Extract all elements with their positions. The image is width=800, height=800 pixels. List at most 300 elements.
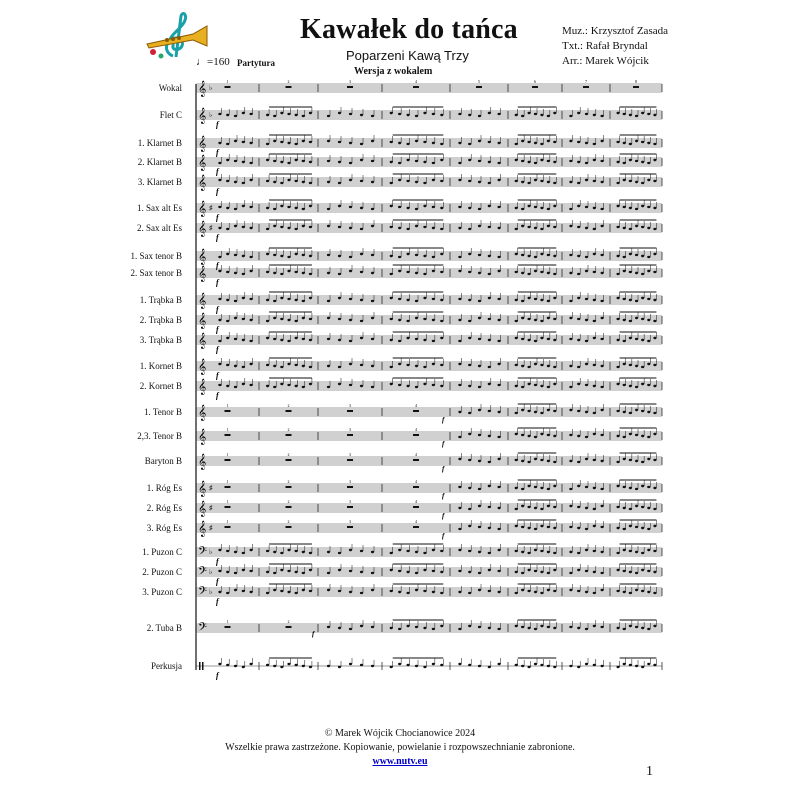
note-head <box>653 664 656 666</box>
note-head <box>527 226 530 228</box>
note-head <box>432 549 435 551</box>
note-head <box>585 179 588 181</box>
note-head <box>488 273 491 275</box>
note-head <box>458 549 461 551</box>
note-head <box>295 664 298 666</box>
note-head <box>458 363 461 365</box>
note-head <box>623 628 626 630</box>
note-head <box>601 460 604 462</box>
note-head <box>585 142 588 144</box>
note-head <box>280 182 283 184</box>
note-head <box>295 299 298 301</box>
note-head <box>266 299 269 301</box>
note-head <box>415 225 418 227</box>
key-signature: ♭ <box>209 588 213 596</box>
note-head <box>478 589 481 591</box>
note-head <box>488 318 491 320</box>
measure-number: 3 <box>349 403 351 408</box>
note-head <box>478 572 481 574</box>
measure-rest <box>347 410 353 412</box>
note-head <box>390 141 393 143</box>
note-head <box>653 320 656 322</box>
note-head <box>540 459 543 461</box>
staff-row <box>147 519 662 540</box>
measure-rest <box>225 434 231 436</box>
note-head <box>653 525 656 527</box>
note-head <box>515 592 518 594</box>
note-head <box>553 527 556 529</box>
measure-number: 1 <box>226 619 229 624</box>
note-head <box>527 366 530 368</box>
measure-rest <box>347 486 353 488</box>
note-head <box>349 113 352 115</box>
note-head <box>406 385 409 387</box>
note-head <box>338 339 341 341</box>
note-head <box>280 366 283 368</box>
note-head <box>468 664 471 666</box>
note-head <box>569 626 572 628</box>
note-head <box>653 253 656 255</box>
note-head <box>498 570 501 572</box>
percussion-clef <box>199 662 201 670</box>
measure-rest <box>225 410 231 412</box>
note-head <box>601 254 604 256</box>
note-head <box>534 319 537 321</box>
note-head <box>266 592 269 594</box>
note-head <box>498 628 501 630</box>
note-head <box>398 570 401 572</box>
note-head <box>302 551 305 553</box>
note-head <box>521 626 524 628</box>
note-head <box>360 320 363 322</box>
note-head <box>415 626 418 628</box>
note-head <box>226 207 229 209</box>
note-head <box>569 338 572 340</box>
note-head <box>440 271 443 273</box>
note-head <box>398 256 401 258</box>
note-head <box>273 140 276 142</box>
instrument-name: 2. Klarnet B <box>137 157 182 167</box>
note-head <box>440 385 443 387</box>
note-head <box>601 272 604 274</box>
note-head <box>629 412 632 414</box>
note-head <box>234 208 237 210</box>
note-head <box>553 627 556 629</box>
measure-number: 4 <box>415 519 417 524</box>
note-head <box>527 627 530 629</box>
note-head <box>360 385 363 387</box>
note-head <box>553 666 556 668</box>
note-head <box>242 339 245 341</box>
note-head <box>415 572 418 574</box>
note-head <box>478 488 481 490</box>
note-head <box>647 436 650 438</box>
note-head <box>629 433 632 435</box>
instrument-name: 3. Trąbka B <box>139 335 182 345</box>
note-head <box>406 550 409 552</box>
note-head <box>423 569 426 571</box>
note-head <box>553 182 556 184</box>
note-head <box>273 589 276 591</box>
note-head <box>569 115 572 117</box>
note-head <box>440 664 443 666</box>
note-head <box>423 141 426 143</box>
note-head <box>629 385 632 387</box>
key-signature: ♭ <box>209 568 213 576</box>
note-head <box>371 225 374 227</box>
note-head <box>360 592 363 594</box>
note-head <box>623 340 626 342</box>
note-head <box>641 485 644 487</box>
note-head <box>287 319 290 321</box>
measure-rest <box>225 526 231 528</box>
note-head <box>577 569 580 571</box>
note-head <box>415 115 418 117</box>
note-head <box>515 364 518 366</box>
note-head <box>309 255 312 257</box>
measure-number: 4 <box>415 403 417 408</box>
note-head <box>226 271 229 273</box>
note-head <box>390 273 393 275</box>
note-head <box>234 140 237 142</box>
note-head <box>653 228 656 230</box>
note-head <box>585 591 588 593</box>
note-head <box>360 253 363 255</box>
note-head <box>398 363 401 365</box>
note-head <box>593 299 596 301</box>
treble-clef: 𝄞 <box>198 359 207 375</box>
note-head <box>432 162 435 164</box>
note-head <box>234 665 237 667</box>
note-head <box>287 162 290 164</box>
note-head <box>398 591 401 593</box>
note-head <box>635 665 638 667</box>
note-head <box>280 273 283 275</box>
instrument-name: 2. Puzon C <box>142 567 182 577</box>
note-head <box>327 208 330 210</box>
note-head <box>629 459 632 461</box>
treble-clef: 𝄞 <box>198 333 207 349</box>
note-head <box>250 549 253 551</box>
measure-rest <box>347 526 353 528</box>
note-head <box>432 340 435 342</box>
note-head <box>423 552 426 554</box>
note-head <box>577 590 580 592</box>
note-head <box>641 339 644 341</box>
note-head <box>521 488 524 490</box>
note-head <box>302 386 305 388</box>
measure-rest <box>286 86 292 88</box>
treble-clef: 𝄞 <box>198 155 207 171</box>
note-head <box>593 159 596 161</box>
note-head <box>569 225 572 227</box>
instrument-name: Perkusja <box>151 661 182 671</box>
measure-rest <box>413 434 419 436</box>
note-head <box>577 383 580 385</box>
note-head <box>309 590 312 592</box>
note-head <box>295 385 298 387</box>
note-head <box>647 528 650 530</box>
staff-row <box>140 358 662 380</box>
note-head <box>242 318 245 320</box>
note-head <box>398 628 401 630</box>
note-head <box>601 665 604 667</box>
instrument-name: 2. Trąbka B <box>139 315 182 325</box>
note-head <box>226 364 229 366</box>
note-head <box>498 270 501 272</box>
note-head <box>547 589 550 591</box>
note-head <box>629 364 632 366</box>
note-head <box>653 114 656 116</box>
note-head <box>553 161 556 163</box>
note-head <box>647 206 650 208</box>
measure-number: 1 <box>226 79 229 84</box>
treble-clef: 𝄞 <box>198 108 207 124</box>
note-head <box>527 205 530 207</box>
note-head <box>234 317 237 319</box>
note-head <box>534 570 537 572</box>
note-head <box>266 571 269 573</box>
note-head <box>623 206 626 208</box>
note-head <box>327 626 330 628</box>
note-head <box>593 143 596 145</box>
note-head <box>629 508 632 510</box>
note-head <box>547 225 550 227</box>
note-head <box>577 297 580 299</box>
note-head <box>349 142 352 144</box>
note-head <box>534 507 537 509</box>
note-head <box>540 385 543 387</box>
note-head <box>327 551 330 553</box>
note-head <box>623 227 626 229</box>
note-head <box>629 664 632 666</box>
note-head <box>458 256 461 258</box>
staff-row <box>137 220 662 242</box>
measure-rest <box>286 486 292 488</box>
note-head <box>515 253 518 255</box>
note-head <box>415 665 418 667</box>
note-head <box>527 485 530 487</box>
note-head <box>390 590 393 592</box>
instrument-name: 1. Róg Es <box>146 483 182 493</box>
note-head <box>458 162 461 164</box>
note-head <box>488 182 491 184</box>
note-head <box>498 179 501 181</box>
note-head <box>585 162 588 164</box>
note-head <box>498 528 501 530</box>
note-head <box>534 206 537 208</box>
note-head <box>547 551 550 553</box>
note-head <box>226 228 229 230</box>
measure-rest <box>225 506 231 508</box>
note-head <box>527 182 530 184</box>
measure-number: 3 <box>349 519 351 524</box>
note-head <box>515 114 518 116</box>
note-head <box>360 664 363 666</box>
note-head <box>287 270 290 272</box>
note-head <box>593 207 596 209</box>
note-head <box>585 113 588 115</box>
note-head <box>440 625 443 627</box>
note-head <box>647 591 650 593</box>
note-head <box>273 572 276 574</box>
note-head <box>250 206 253 208</box>
note-head <box>327 665 330 667</box>
staff-row <box>140 312 662 334</box>
note-head <box>498 486 501 488</box>
note-head <box>585 319 588 321</box>
note-head <box>601 572 604 574</box>
note-head <box>242 255 245 257</box>
measure-number: 2 <box>287 619 290 624</box>
dynamic-mark: f <box>216 671 219 680</box>
note-head <box>585 528 588 530</box>
note-head <box>521 140 524 142</box>
note-head <box>406 625 409 627</box>
dynamic-mark: f <box>442 465 445 473</box>
note-head <box>515 459 518 461</box>
note-head <box>432 256 435 258</box>
note-head <box>287 227 290 229</box>
note-head <box>415 551 418 553</box>
note-head <box>629 299 632 301</box>
note-head <box>635 589 638 591</box>
note-head <box>250 162 253 164</box>
note-head <box>569 526 572 528</box>
note-head <box>553 318 556 320</box>
note-head <box>250 591 253 593</box>
note-head <box>349 179 352 181</box>
note-head <box>309 569 312 571</box>
dynamic-mark: f <box>216 148 219 157</box>
note-head <box>616 112 619 114</box>
note-head <box>616 527 619 529</box>
note-head <box>287 591 290 593</box>
dynamic-mark: f <box>216 577 219 586</box>
note-head <box>349 663 352 665</box>
note-head <box>242 182 245 184</box>
note-head <box>616 590 619 592</box>
note-head <box>553 141 556 143</box>
note-head <box>498 411 501 413</box>
note-head <box>540 337 543 339</box>
treble-clef: 𝄞 <box>198 249 207 265</box>
measure-rest <box>413 526 419 528</box>
note-head <box>468 412 471 414</box>
note-head <box>468 271 471 273</box>
note-head <box>641 383 644 385</box>
instrument-name: 2. Róg Es <box>146 503 182 513</box>
note-head <box>349 270 352 272</box>
note-head <box>635 115 638 117</box>
instrument-name: 2. Kornet B <box>139 381 182 391</box>
note-head <box>527 297 530 299</box>
note-head <box>593 550 596 552</box>
dynamic-mark: f <box>216 120 219 129</box>
page-title: Kawałek do tańca <box>300 14 518 45</box>
measure-rest <box>532 86 538 88</box>
note-head <box>623 528 626 530</box>
note-head <box>432 628 435 630</box>
note-head <box>540 299 543 301</box>
website-link[interactable]: www.nutv.eu <box>372 756 428 767</box>
note-head <box>521 115 524 117</box>
note-head <box>218 591 221 593</box>
note-head <box>616 627 619 629</box>
note-head <box>338 318 341 320</box>
note-head <box>423 255 426 257</box>
note-head <box>521 551 524 553</box>
note-head <box>569 386 572 388</box>
note-head <box>273 386 276 388</box>
measure-number: 2 <box>287 519 290 524</box>
note-head <box>498 142 501 144</box>
note-head <box>641 590 644 592</box>
note-head <box>398 162 401 164</box>
note-head <box>635 181 638 183</box>
note-head <box>593 364 596 366</box>
note-head <box>458 206 461 208</box>
note-head <box>440 550 443 552</box>
note-head <box>577 506 580 508</box>
note-head <box>498 227 501 229</box>
note-head <box>521 254 524 256</box>
note-head <box>406 299 409 301</box>
note-head <box>338 297 341 299</box>
note-head <box>458 458 461 460</box>
note-head <box>498 458 501 460</box>
note-head <box>547 526 550 528</box>
note-head <box>432 113 435 115</box>
note-head <box>629 320 632 322</box>
note-head <box>273 208 276 210</box>
note-head <box>601 365 604 367</box>
note-head <box>515 487 518 489</box>
note-head <box>423 182 426 184</box>
note-head <box>569 208 572 210</box>
note-head <box>432 663 435 665</box>
note-head <box>553 485 556 487</box>
note-head <box>647 179 650 181</box>
note-head <box>540 320 543 322</box>
note-head <box>569 254 572 256</box>
staff-row <box>159 79 662 97</box>
note-head <box>218 227 221 229</box>
staff-row <box>138 174 662 196</box>
measure-rest <box>225 486 231 488</box>
note-head <box>553 569 556 571</box>
note-head <box>234 551 237 553</box>
note-head <box>406 320 409 322</box>
note-head <box>360 337 363 339</box>
treble-clef: 𝄞 <box>198 501 207 517</box>
note-head <box>338 383 341 385</box>
note-head <box>234 225 237 227</box>
note-head <box>478 317 481 319</box>
note-head <box>415 317 418 319</box>
note-head <box>468 625 471 627</box>
note-head <box>398 549 401 551</box>
note-head <box>302 300 305 302</box>
note-head <box>641 255 644 257</box>
note-head <box>287 549 290 551</box>
note-head <box>635 460 638 462</box>
note-head <box>653 571 656 573</box>
note-head <box>280 205 283 207</box>
note-head <box>515 664 518 666</box>
note-head <box>250 340 253 342</box>
note-head <box>488 297 491 299</box>
